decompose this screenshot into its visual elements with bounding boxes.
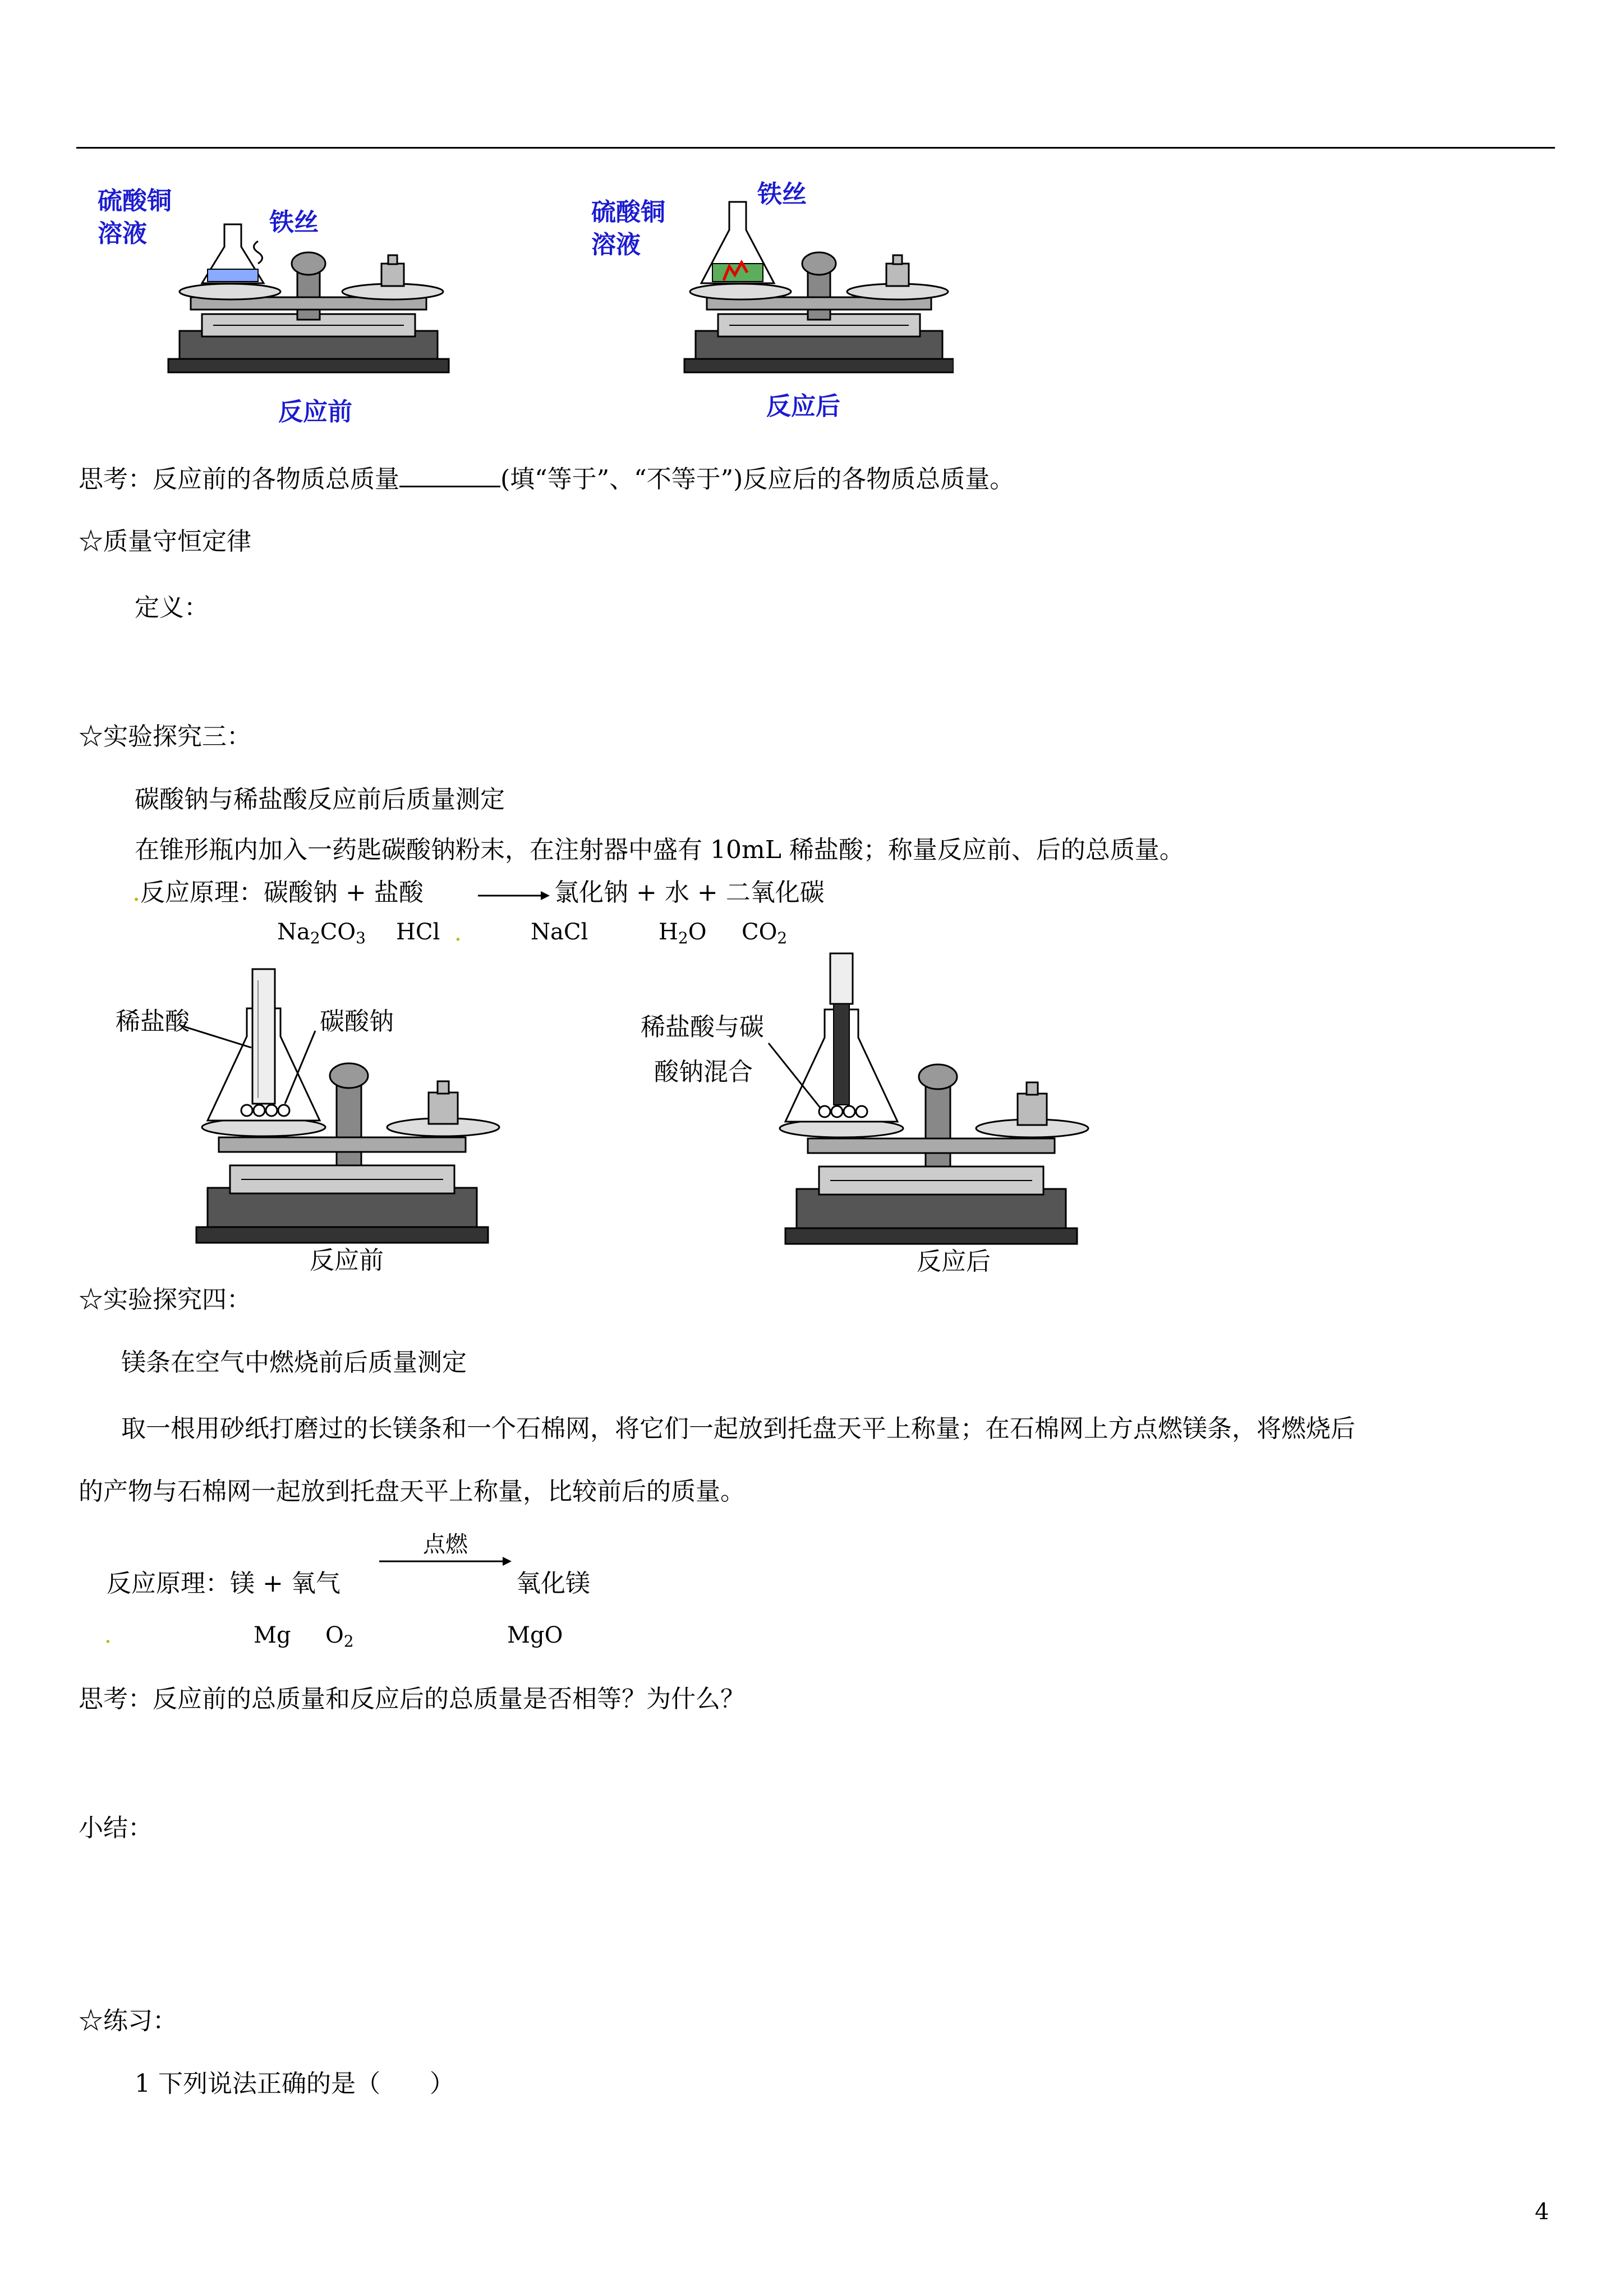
formula-co2: $CO_2$ (742, 919, 788, 947)
practice-question-1: 1 下列说法正确的是（ ） (135, 2069, 454, 2098)
practice-heading: ☆练习： (79, 2007, 177, 2035)
plus-sign: + (636, 878, 657, 907)
formula-mg: Mg (254, 1622, 291, 1648)
header-rule (76, 147, 1555, 149)
formula-nacl: NaCl (531, 919, 588, 945)
caption-after: 反应后 (917, 1247, 991, 1276)
balance-figure-after-1 (583, 168, 954, 426)
exp3-principle (132, 878, 424, 908)
exp3-title: 碳酸钠与稀盐酸反应前后质量测定 (135, 785, 505, 814)
product-3: 二氧化碳 (725, 878, 825, 907)
exp3-heading: ☆实验探究三： (79, 722, 251, 751)
solution-label: 硫酸铜 溶液 (591, 198, 665, 259)
balance-figure-before-3 (107, 963, 510, 1278)
reaction-arrow (478, 889, 551, 902)
reaction-arrow (379, 1555, 514, 1568)
bullet-dot: . (104, 1622, 112, 1648)
exp4-description-1: 取一根用砂纸打磨过的长镁条和一个石棉网，将它们一起放到托盘天平上称量；在石棉网上方点燃镁条，将燃烧后 (121, 1414, 1355, 1443)
exp3-description: 在锥形瓶内加入一药匙碳酸钠粉末，在注射器中盛有 10mL 稀盐酸；称量反应前、后的总质量。 (135, 836, 1184, 864)
caption-before: 反应前 (278, 398, 352, 426)
formula-mgo: MgO (507, 1622, 563, 1648)
caption-before: 反应前 (310, 1246, 384, 1275)
exp4-title: 镁条在空气中燃烧前后质量测定 (121, 1348, 467, 1377)
exp4-description-2: 的产物与石棉网一起放到托盘天平上称量，比较前后的质量。 (79, 1477, 745, 1506)
solution-label: 硫酸铜 溶液 (98, 187, 172, 248)
product-2: 水 (664, 878, 689, 907)
page-number: 4 (1535, 2199, 1549, 2225)
principle-label: 反应原理： (140, 878, 264, 907)
bullet-dot: . (132, 878, 140, 907)
balance-illustration (634, 948, 1094, 1279)
think-prefix: 思考：反应前的各物质总质量 (79, 465, 399, 494)
acid-label: 稀盐酸 (116, 1007, 190, 1036)
exp4-principle: 反应原理：镁 + 氧气 (107, 1569, 341, 1598)
think-question-2: 思考：反应前的总质量和反应后的总质量是否相等？为什么？ (79, 1685, 745, 1713)
answer-blank[interactable] (399, 464, 500, 487)
think-suffix: (填“等于”、“不等于”)反应后的各物质总质量。 (500, 465, 1015, 494)
formula-h2o: $H_2O$ (659, 919, 707, 947)
plus-sign: + (346, 878, 366, 907)
wire-label: 铁丝 (269, 208, 319, 237)
law-heading: ☆质量守恒定律 (79, 527, 251, 556)
balance-figure-after-3 (634, 948, 1094, 1279)
mix-label-line1: 稀盐酸与碳 (641, 1013, 764, 1041)
reactant-2: 盐酸 (374, 878, 424, 907)
formula-o2: $O_2$ (325, 1622, 354, 1650)
bullet-dot: . (454, 920, 462, 946)
caption-after: 反应后 (766, 392, 840, 421)
product-1: 氯化钠 (554, 878, 628, 907)
wire-label: 铁丝 (757, 180, 807, 209)
exp3-products (554, 878, 825, 908)
balance-figure-before-1 (90, 168, 460, 426)
summary-label: 小结： (79, 1814, 153, 1842)
law-definition: 定义： (135, 593, 209, 622)
plus-sign: + (697, 878, 718, 907)
exp4-heading: ☆实验探究四： (79, 1285, 251, 1314)
mix-label-line2: 酸钠混合 (654, 1058, 753, 1086)
formula-hcl: HCl (396, 919, 440, 945)
think-question-1 (79, 464, 1014, 495)
exp4-product: 氧化镁 (516, 1569, 590, 1598)
formula-na2co3: $Na_2CO_3$ (277, 919, 366, 947)
reaction-condition: 点燃 (423, 1532, 468, 1557)
carbonate-label: 碳酸钠 (320, 1007, 394, 1036)
reactant-1: 碳酸钠 (264, 878, 338, 907)
